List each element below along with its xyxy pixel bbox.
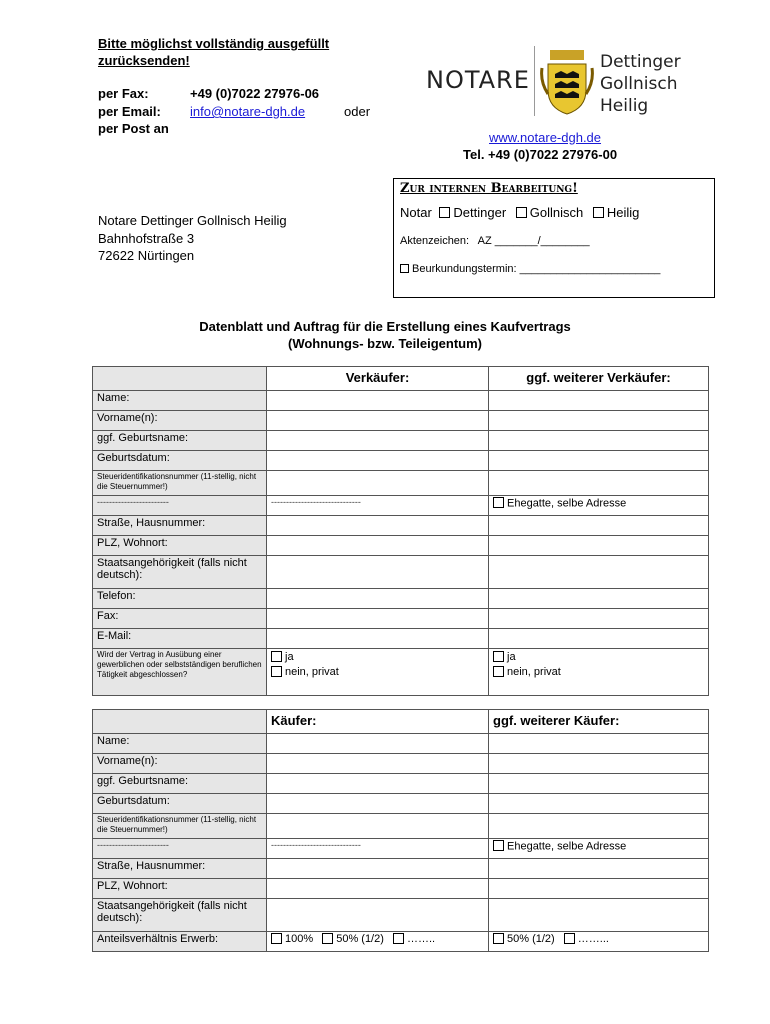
table-row [93,859,709,879]
instruction-title-line1: Bitte möglichst vollständig ausgefüllt [98,36,330,51]
option-label: nein, privat [285,666,339,678]
table-row [93,839,709,859]
seller-header: Verkäufer: [267,367,489,391]
logo-notare: NOTARE [426,66,530,94]
option-label: 100% [285,933,314,946]
logo-line1: Dettinger [600,52,681,72]
row-label: Telefon: [93,589,267,609]
seller-nationality-field[interactable] [267,556,489,589]
logo-line2: Gollnisch [600,74,678,94]
second-seller-email-field[interactable] [489,629,709,649]
buyer-share-options [267,932,489,952]
second-buyer-taxid-field[interactable] [489,814,709,839]
row-label: Wird der Vertrag in Ausübung einer gewerblichen oder selbstständigen beruflichen Tätigkeit abgeschlossen? [93,649,267,696]
share-50-checkbox[interactable] [322,933,333,944]
row-separator: ------------------------ [93,839,267,859]
option-label: 50% (1/2) [507,933,555,946]
row-label: ggf. Geburtsname: [93,431,267,451]
second-seller-nationality-field[interactable] [489,556,709,589]
table-row [93,516,709,536]
buyer-city-field[interactable] [267,879,489,899]
email-link[interactable]: info@notare-dgh.de [190,104,306,119]
second-buyer-nationality-field[interactable] [489,899,709,932]
seller-birthdate-field[interactable] [267,451,489,471]
row-label: Fax: [93,609,267,629]
second-buyer-header: ggf. weiterer Käufer: [489,710,709,734]
table-row [93,649,709,696]
ehegatte-label: Ehegatte, selbe Adresse [507,840,627,853]
buyer-header: Käufer: [267,710,489,734]
address-line2: Bahnhofstraße 3 [98,231,195,246]
second-seller-fax-field[interactable] [489,609,709,629]
second-seller-ja-checkbox[interactable] [493,651,504,662]
buyer-birthdate-field[interactable] [267,794,489,814]
second-seller-header: ggf. weiterer Verkäufer: [489,367,709,391]
buyer-street-field[interactable] [267,859,489,879]
address-line1: Notare Dettinger Gollnisch Heilig [98,213,287,228]
row-label: Straße, Hausnummer: [93,516,267,536]
second-buyer-name-field[interactable] [489,734,709,754]
header-cell-empty [93,710,267,734]
share-other-checkbox[interactable] [393,933,404,944]
table-row [93,734,709,754]
second-share-50-checkbox[interactable] [493,933,504,944]
notar-dettinger-label: Dettinger [453,205,507,220]
notar-heilig-label: Heilig [606,205,640,220]
buyer-nationality-field[interactable] [267,899,489,932]
second-buyer-birthname-field[interactable] [489,774,709,794]
option-label: …….. [406,933,436,946]
row-label: PLZ, Wohnort: [93,536,267,556]
fax-row [98,86,320,101]
table-row [93,754,709,774]
buyer-name-field[interactable] [267,734,489,754]
fax-number: +49 (0)7022 27976-06 [190,86,320,101]
buyer-taxid-field[interactable] [267,814,489,839]
table-row [93,899,709,932]
second-buyer-street-field[interactable] [489,859,709,879]
option-label: 50% (1/2) [336,933,384,946]
notar-dettinger-checkbox[interactable] [439,207,450,218]
row-separator: ------------------------------ [267,839,489,859]
table-row [93,496,709,516]
second-seller-business-options [489,649,709,696]
table-row [93,411,709,431]
coat-of-arms-icon [540,50,594,116]
beurkundung-checkbox[interactable] [400,264,409,273]
notar-gollnisch-checkbox[interactable] [516,207,527,218]
beurkundung-row [400,263,660,275]
second-seller-nein-checkbox[interactable] [493,666,504,677]
table-row [93,814,709,839]
notar-label: Notar [400,205,432,220]
second-seller-city-field[interactable] [489,536,709,556]
seller-ja-checkbox[interactable] [271,651,282,662]
table-row [93,451,709,471]
table-row [93,471,709,496]
seller-table [92,366,709,696]
row-label: Name: [93,734,267,754]
row-label: E-Mail: [93,629,267,649]
ehegatte-label: Ehegatte, selbe Adresse [507,497,627,510]
phone-number: Tel. +49 (0)7022 27976-00 [463,147,618,162]
fax-label: per Fax: [98,86,149,101]
row-label: Vorname(n): [93,754,267,774]
row-separator: ------------------------------ [267,496,489,516]
notar-selection [400,205,639,220]
seller-phone-field[interactable] [267,589,489,609]
row-label: Straße, Hausnummer: [93,859,267,879]
second-seller-name-field[interactable] [489,391,709,411]
notar-gollnisch-label: Gollnisch [529,205,584,220]
logo-line3: Heilig [600,96,649,116]
second-seller-taxid-field[interactable] [489,471,709,496]
notar-heilig-checkbox[interactable] [593,207,604,218]
second-seller-street-field[interactable] [489,516,709,536]
table-row [93,629,709,649]
seller-taxid-field[interactable] [267,471,489,496]
website-link[interactable]: www.notare-dgh.de [489,130,602,145]
second-seller-birthname-field[interactable] [489,431,709,451]
table-row [93,536,709,556]
table-row [93,556,709,589]
option-label: ja [285,651,294,663]
row-label: Staatsangehörigkeit (falls nicht deutsch): [93,556,267,589]
second-buyer-firstname-field[interactable] [489,754,709,774]
instruction-title-line2: zurücksenden! [98,53,190,68]
share-100-checkbox[interactable] [271,933,282,944]
email-suffix: oder [344,104,371,119]
seller-street-field[interactable] [267,516,489,536]
internal-processing-box [393,178,715,298]
table-row [93,391,709,411]
row-label: Name: [93,391,267,411]
row-label: Anteilsverhältnis Erwerb: [93,932,267,952]
row-label: ggf. Geburtsname: [93,774,267,794]
aktenzeichen-field[interactable]: Aktenzeichen: AZ _______/________ [400,235,590,247]
table-row [93,774,709,794]
seller-firstname-field[interactable] [267,411,489,431]
row-label: Steueridentifikationsnummer (11-stellig, nicht die Steuernummer!) [93,814,267,839]
second-buyer-share-options [489,932,709,952]
seller-email-field[interactable] [267,629,489,649]
second-share-other-checkbox[interactable] [564,933,575,944]
document-title-line1: Datenblatt und Auftrag für die Erstellung eines Kaufvertrags [199,319,571,334]
second-seller-phone-field[interactable] [489,589,709,609]
row-label: Staatsangehörigkeit (falls nicht deutsch): [93,899,267,932]
ehegatte-checkbox[interactable] [493,497,504,508]
table-row [93,609,709,629]
logo-divider [534,46,535,116]
table-row [93,932,709,952]
internal-title: Zur internen Bearbeitung! [400,181,578,196]
document-title-line2: (Wohnungs- bzw. Teileigentum) [287,336,483,351]
second-seller-firstname-field[interactable] [489,411,709,431]
post-label: per Post an [98,121,169,136]
beurkundung-field[interactable]: Beurkundungstermin: _______________________ [412,263,661,275]
buyer-ehegatte-checkbox[interactable] [493,840,504,851]
row-label: Vorname(n): [93,411,267,431]
second-seller-birthdate-field[interactable] [489,451,709,471]
option-label: nein, privat [507,666,561,678]
second-buyer-birthdate-field[interactable] [489,794,709,814]
table-row [93,589,709,609]
table-row [93,431,709,451]
seller-city-field[interactable] [267,536,489,556]
buyer-table [92,709,709,952]
table-row [93,794,709,814]
buyer-ehegatte-option [489,839,709,859]
seller-business-options [267,649,489,696]
ehegatte-option [489,496,709,516]
row-label: Geburtsdatum: [93,794,267,814]
header-cell-empty [93,367,267,391]
email-label: per Email: [98,104,161,119]
row-label: Steueridentifikationsnummer (11-stellig, nicht die Steuernummer!) [93,471,267,496]
table-row [93,710,709,734]
seller-birthname-field[interactable] [267,431,489,451]
row-label: PLZ, Wohnort: [93,879,267,899]
buyer-firstname-field[interactable] [267,754,489,774]
seller-fax-field[interactable] [267,609,489,629]
seller-nein-checkbox[interactable] [271,666,282,677]
table-row [93,367,709,391]
seller-name-field[interactable] [267,391,489,411]
buyer-birthname-field[interactable] [267,774,489,794]
second-buyer-city-field[interactable] [489,879,709,899]
row-separator: ------------------------ [93,496,267,516]
row-label: Geburtsdatum: [93,451,267,471]
option-label: ……... [577,933,609,946]
email-row [98,104,371,119]
option-label: ja [507,651,516,663]
address-line3: 72622 Nürtingen [98,248,195,263]
table-row [93,879,709,899]
